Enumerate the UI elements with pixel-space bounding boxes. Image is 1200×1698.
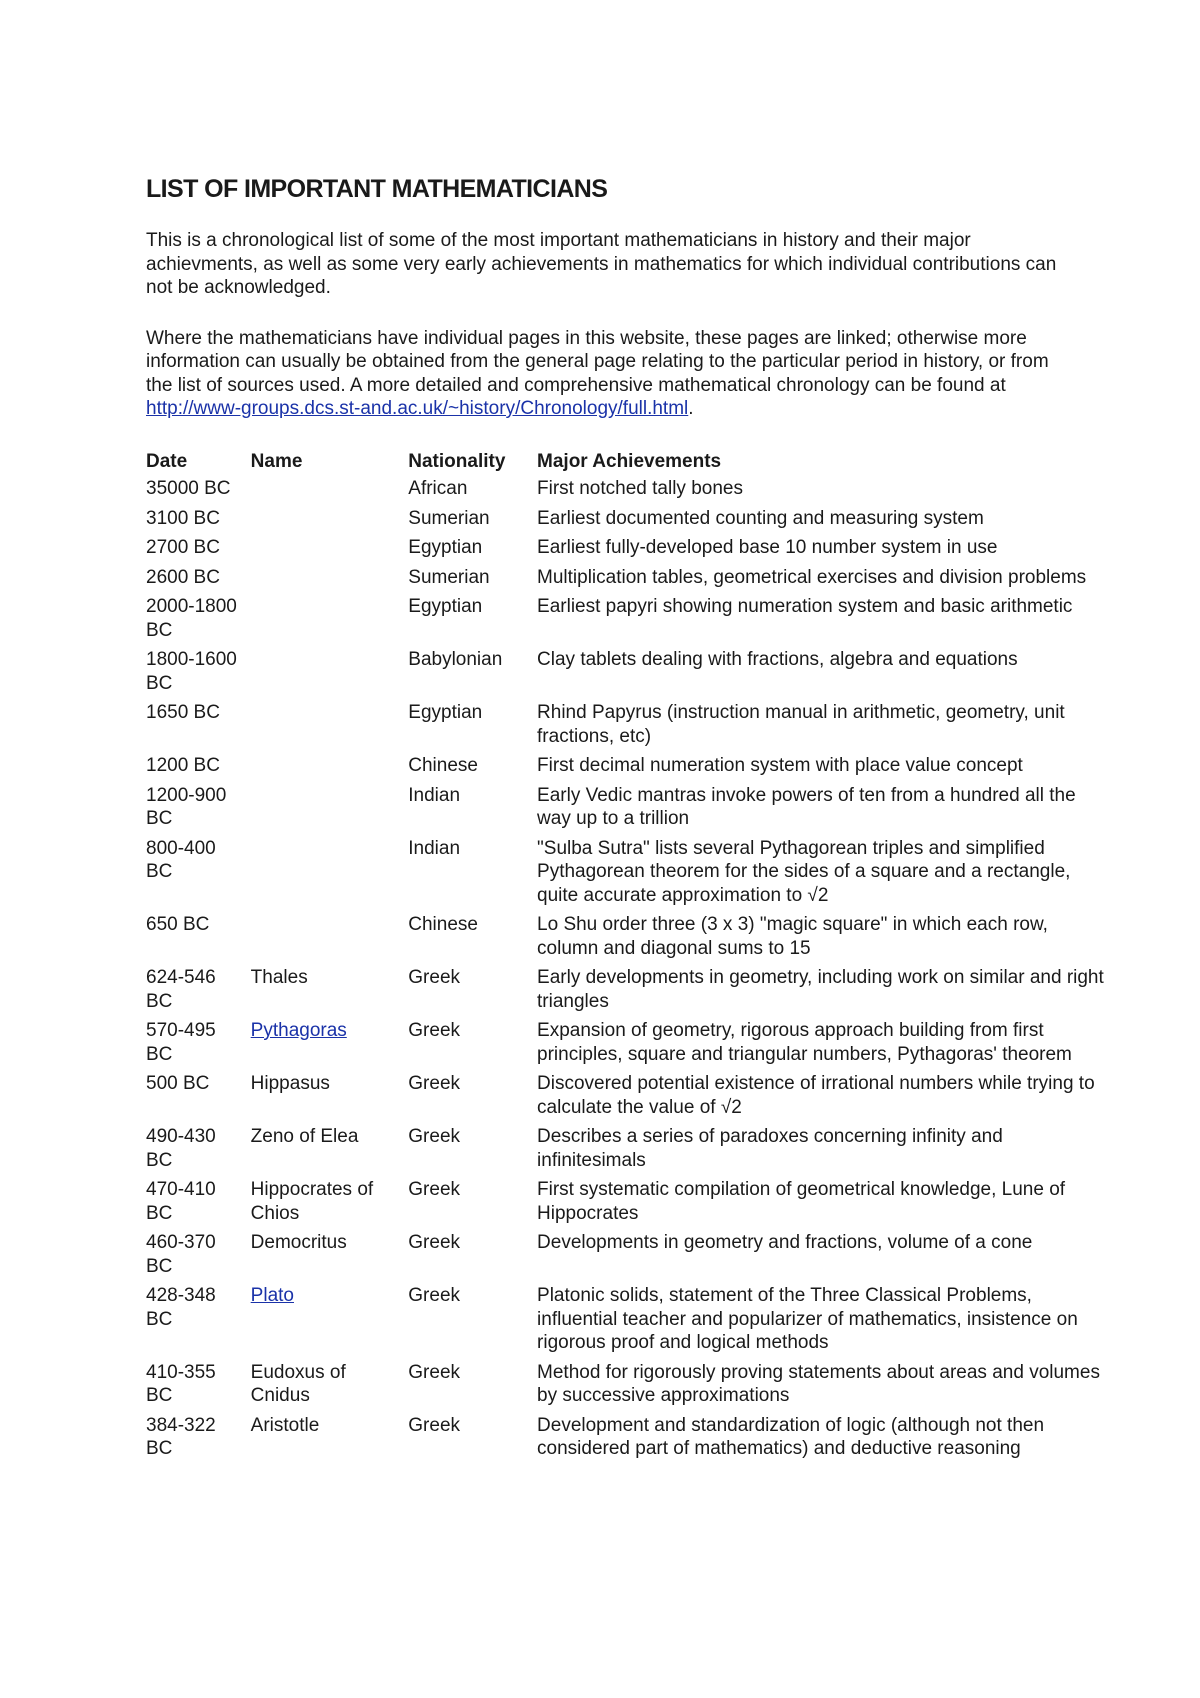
cell-achievement: First decimal numeration system with place value concept (537, 755, 1023, 776)
table-row (146, 1231, 1106, 1284)
cell-nationality: Sumerian (408, 507, 490, 529)
document-page (146, 172, 1106, 1467)
table-row (146, 1178, 1106, 1231)
table-row (146, 913, 1106, 966)
cell-name: Thales (250, 967, 308, 988)
cell-name (251, 913, 409, 966)
cell-nationality: Egyptian (408, 596, 483, 617)
cell-name (251, 784, 409, 837)
cell-nationality: Greek (408, 1232, 461, 1253)
table-row (146, 477, 1106, 507)
cell-name (251, 837, 409, 914)
cell-name (251, 1284, 409, 1361)
cell-name (251, 507, 409, 537)
cell-date: 1200 BC (146, 755, 220, 776)
table-row (146, 1361, 1106, 1414)
cell-achievement: Multiplication tables, geometrical exercises and division problems (537, 566, 1087, 588)
cell-achievement: Describes a series of paradoxes concerning infinity and infinitesimals (537, 1126, 1003, 1171)
cell-name (251, 1019, 409, 1072)
table-row (146, 566, 1106, 596)
table-row (146, 1414, 1106, 1467)
chronology-link[interactable]: http://www-groups.dcs.st-and.ac.uk/~history/Chronology/full.html (146, 398, 689, 419)
mathematician-link[interactable]: Pythagoras (250, 1020, 347, 1041)
cell-nationality: Greek (408, 1020, 461, 1041)
cell-date: 1650 BC (146, 702, 220, 723)
table-row (146, 701, 1106, 754)
cell-date: 650 BC (146, 914, 210, 935)
cell-date: 410-355 BC (146, 1361, 216, 1406)
cell-nationality: Babylonian (408, 649, 503, 670)
cell-date: 470-410 BC (146, 1179, 216, 1224)
cell-nationality: Greek (408, 1285, 461, 1306)
cell-name (251, 754, 409, 784)
table-row (146, 1284, 1106, 1361)
cell-nationality: Chinese (408, 914, 478, 935)
cell-date: 384-322 BC (146, 1414, 216, 1459)
table-row (146, 507, 1106, 537)
cell-name: Democritus (250, 1232, 347, 1253)
cell-date: 624-546 BC (146, 967, 216, 1012)
cell-date: 500 BC (146, 1073, 210, 1094)
cell-achievement: Discovered potential existence of irrational numbers while trying to calculate the value of √2 (537, 1073, 1095, 1118)
cell-name: Zeno of Elea (250, 1126, 359, 1147)
cell-date: 2600 BC (146, 566, 220, 588)
cell-date: 2000-1800 BC (146, 596, 237, 641)
cell-name (251, 477, 409, 507)
table-row (146, 966, 1106, 1019)
intro-paragraph: This is a chronological list of some of the most important mathematicians in history and their major achievments, as well as some very early achievements in mathematics for which individual contributions can not be acknowledged. (146, 230, 1057, 298)
cell-achievement: Developments in geometry and fractions, volume of a cone (537, 1232, 1033, 1253)
cell-achievement: Platonic solids, statement of the Three Classical Problems, influential teacher and popularizer of mathematics, insistence on rigorous proof and logical methods (537, 1285, 1078, 1353)
cell-achievement: Lo Shu order three (3 x 3) "magic square" in which each row, column and diagonal sums to 15 (537, 914, 1048, 959)
cell-name (251, 536, 409, 566)
table-row (146, 754, 1106, 784)
header-name: Name (250, 450, 303, 472)
cell-achievement: Expansion of geometry, rigorous approach building from first principles, square and triangular numbers, Pythagoras' theorem (537, 1020, 1072, 1065)
mathematician-link[interactable]: Plato (250, 1285, 294, 1306)
cell-achievement: Early Vedic mantras invoke powers of ten from a hundred all the way up to a trillion (537, 784, 1076, 829)
cell-nationality: Greek (408, 1361, 461, 1383)
cell-nationality: Greek (408, 967, 461, 988)
cell-date: 460-370 BC (146, 1232, 216, 1277)
cell-achievement: First systematic compilation of geometrical knowledge, Lune of Hippocrates (537, 1179, 1066, 1224)
cell-achievement: Earliest fully-developed base 10 number system in use (537, 537, 998, 558)
cell-date: 570-495 BC (146, 1020, 216, 1065)
cell-achievement: Rhind Papyrus (instruction manual in arithmetic, geometry, unit fractions, etc) (537, 702, 1065, 747)
cell-achievement: Earliest documented counting and measuring system (537, 507, 984, 529)
page-title: LIST OF IMPORTANT MATHEMATICIANS (146, 175, 608, 203)
cell-date: 490-430 BC (146, 1126, 216, 1171)
cell-nationality: Sumerian (408, 566, 490, 588)
cell-nationality: Greek (408, 1179, 461, 1200)
cell-achievement: "Sulba Sutra" lists several Pythagorean triples and simplified Pythagorean theorem for the sides of a square and a rectangle, quite accurate approximation to √2 (537, 837, 1071, 906)
cell-date: 800-400 BC (146, 837, 216, 882)
table-row (146, 784, 1106, 837)
cell-name (251, 648, 409, 701)
header-achievements: Major Achievements (537, 450, 722, 472)
cell-achievement: Earliest papyri showing numeration system and basic arithmetic (537, 596, 1073, 617)
cell-nationality: Egyptian (408, 537, 483, 558)
cell-nationality: Greek (408, 1414, 461, 1436)
cell-achievement: Clay tablets dealing with fractions, algebra and equations (537, 649, 1018, 670)
note-paragraph (146, 327, 1076, 421)
cell-name: Hippocrates of Chios (250, 1179, 374, 1224)
table-row (146, 536, 1106, 566)
cell-name: Hippasus (250, 1073, 330, 1094)
cell-date: 35000 BC (146, 478, 231, 499)
note-text: Where the mathematicians have individual pages in this website, these pages are linked; otherwise more information can usually be obtained from the general page relating to the particular period in history, or from the list of sources used. A more detailed and comprehensive mathematical chronology can be found at (146, 327, 1049, 396)
cell-name (251, 595, 409, 648)
table-row (146, 648, 1106, 701)
cell-achievement: First notched tally bones (537, 478, 743, 499)
cell-name: Eudoxus of Cnidus (250, 1361, 346, 1406)
table-row (146, 1019, 1106, 1072)
note-end: . (688, 398, 694, 419)
cell-nationality: Greek (408, 1126, 461, 1147)
cell-nationality: Indian (408, 837, 461, 859)
table-row (146, 595, 1106, 648)
cell-date: 428-348 BC (146, 1285, 216, 1330)
header-date: Date (146, 450, 188, 472)
cell-achievement: Method for rigorously proving statements about areas and volumes by successive approximations (537, 1361, 1100, 1406)
cell-date: 2700 BC (146, 537, 220, 558)
cell-date: 1200-900 BC (146, 784, 227, 829)
cell-nationality: African (408, 478, 468, 499)
table-row (146, 1125, 1106, 1178)
cell-nationality: Indian (408, 784, 461, 806)
table-row (146, 837, 1106, 914)
cell-date: 1800-1600 BC (146, 649, 237, 694)
cell-name (251, 566, 409, 596)
cell-name (251, 701, 409, 754)
cell-achievement: Development and standardization of logic (although not then considered part of mathematics) and deductive reasoning (537, 1414, 1045, 1459)
cell-nationality: Greek (408, 1073, 461, 1094)
table-header-row (146, 450, 1106, 478)
cell-nationality: Egyptian (408, 702, 483, 723)
cell-nationality: Chinese (408, 755, 478, 776)
header-nationality: Nationality (408, 450, 506, 472)
cell-date: 3100 BC (146, 507, 220, 529)
mathematicians-table (146, 450, 1106, 1467)
cell-name: Aristotle (250, 1414, 320, 1436)
cell-achievement: Early developments in geometry, including work on similar and right triangles (537, 967, 1104, 1012)
table-row (146, 1072, 1106, 1125)
